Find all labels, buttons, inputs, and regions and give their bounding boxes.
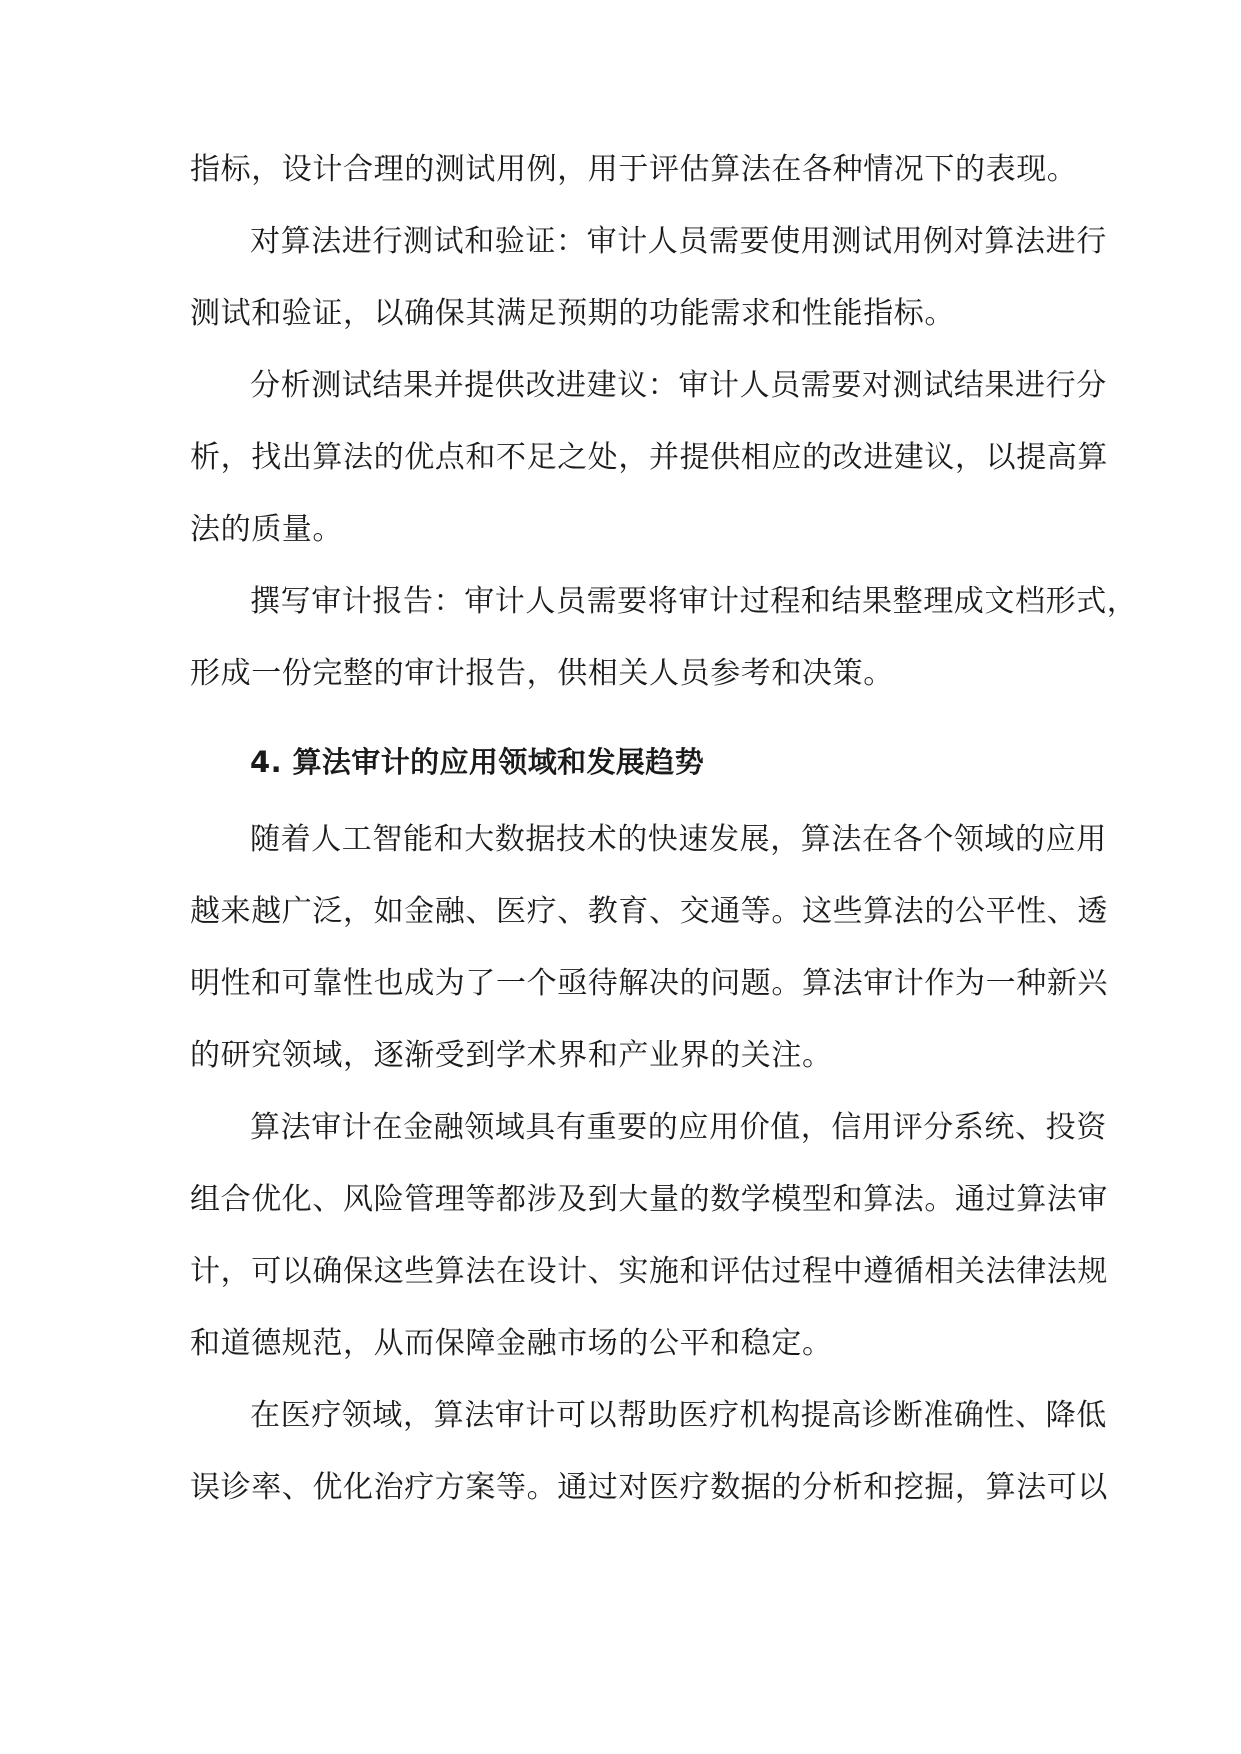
paragraph-line: 撰写审计报告：审计人员需要将审计过程和结果整理成文档形式，: [250, 584, 1138, 619]
paragraph-line: 析，找出算法的优点和不足之处，并提供相应的改进建议，以提高算: [190, 440, 1108, 475]
paragraph-line: 明性和可靠性也成为了一个亟待解决的问题。算法审计作为一种新兴: [190, 966, 1108, 1001]
paragraph-line: 误诊率、优化治疗方案等。通过对医疗数据的分析和挖掘，算法可以: [190, 1470, 1108, 1505]
paragraph-line: 在医疗领域，算法审计可以帮助医疗机构提高诊断准确性、降低: [250, 1398, 1107, 1433]
paragraph-line: 对算法进行测试和验证：审计人员需要使用测试用例对算法进行: [250, 224, 1107, 259]
paragraph-line: 随着人工智能和大数据技术的快速发展，算法在各个领域的应用: [250, 822, 1107, 857]
paragraph-line: 分析测试结果并提供改进建议：审计人员需要对测试结果进行分: [250, 368, 1107, 403]
paragraph-line: 指标，设计合理的测试用例，用于评估算法在各种情况下的表现。: [190, 152, 1078, 187]
paragraph-line: 越来越广泛，如金融、医疗、教育、交通等。这些算法的公平性、透: [190, 894, 1108, 929]
paragraph-line: 和道德规范，从而保障金融市场的公平和稳定。: [190, 1326, 833, 1361]
paragraph-line: 形成一份完整的审计报告，供相关人员参考和决策。: [190, 656, 894, 691]
paragraph-line: 计，可以确保这些算法在设计、实施和评估过程中遵循相关法律法规: [190, 1254, 1108, 1289]
section-heading: 4. 算法审计的应用领域和发展趋势: [250, 745, 705, 779]
paragraph-line: 测试和验证，以确保其满足预期的功能需求和性能指标。: [190, 296, 955, 331]
paragraph-line: 算法审计在金融领域具有重要的应用价值，信用评分系统、投资: [250, 1110, 1107, 1145]
paragraph-line: 组合优化、风险管理等都涉及到大量的数学模型和算法。通过算法审: [190, 1182, 1108, 1217]
paragraph-line: 法的质量。: [190, 512, 343, 547]
paragraph-line: 的研究领域，逐渐受到学术界和产业界的关注。: [190, 1038, 833, 1073]
